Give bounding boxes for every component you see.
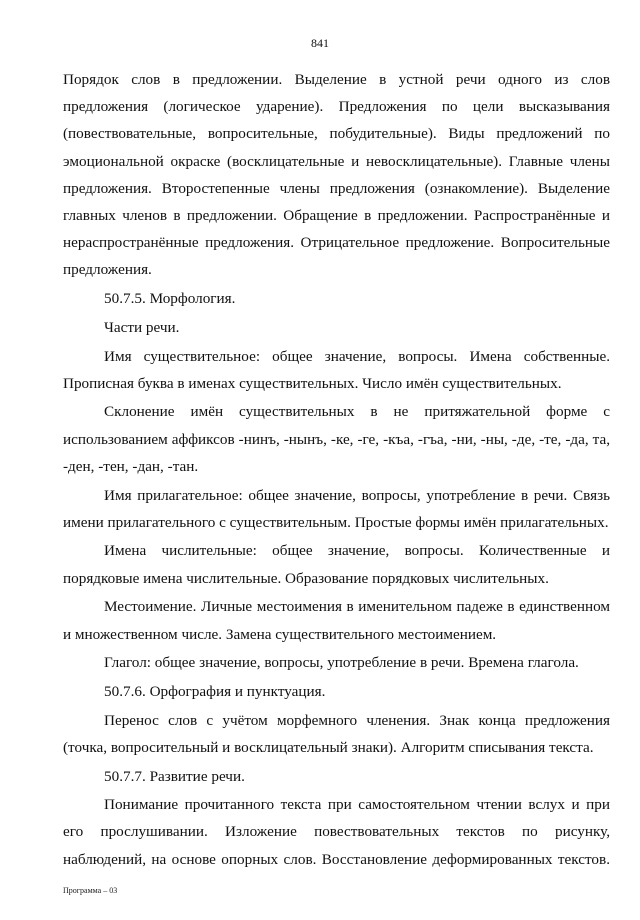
paragraph-verb: Глагол: общее значение, вопросы, употребление в речи. Времена глагола. (104, 654, 579, 672)
paragraph-noun-declension: Склонение имён существительных в не притяжательной форме с использованием аффиксов -нинъ, -нынъ, -ке, -ге, -къа, -гъа, -ни, -ны, -де, -те, -да, та, -ден, -тен, -дан, -тан. (63, 403, 610, 475)
paragraph-pronoun: Местоимение. Личные местоимения в именительном падеже в единственном и множественном числе. Замена существительного местоимением. (63, 598, 610, 643)
subheading-parts-of-speech: Части речи. (104, 318, 180, 336)
section-heading-morphology: 50.7.5. Морфология. (104, 290, 236, 308)
paragraph-adjective: Имя прилагательное: общее значение, вопросы, употребление в речи. Связь имени прилагательного с существительным. Простые формы имён прилагательных. (63, 486, 610, 531)
section-heading-orthography: 50.7.6. Орфография и пунктуация. (104, 682, 326, 700)
paragraph-sentence-syntax: Порядок слов в предложении. Выделение в устной речи одного из слов предложения (логическое ударение). Предложения по цели высказывания (повествовательные, вопросительные, побудительные). Виды предложений по эмоциональной окраске (восклицательные и невосклицательные). Главные члены предложения. Второстепенные члены предложения (ознакомление). Выделение главных членов в предложении. Обращение в предложении. Распространённые и нераспространённые предложения. Отрицательное предложение. Вопросительные предложения. (63, 71, 610, 279)
paragraph-word-transfer: Перенос слов с учётом морфемного членения. Знак конца предложения (точка, вопросительный и восклицательный знаки). Алгоритм списывания текста. (63, 711, 610, 756)
paragraph-numeral: Имена числительные: общее значение, вопросы. Количественные и порядковые имена числительные. Образование порядковых числительных. (63, 542, 610, 587)
paragraph-noun: Имя существительное: общее значение, вопросы. Имена собственные. Прописная буква в именах существительных. Число имён существительных. (63, 347, 610, 392)
paragraph-text-comprehension: Понимание прочитанного текста при самостоятельном чтении вслух и при его прослушивании. Изложение повествовательных текстов по рисунку, наблюдений, на основе опорных слов. Восстановление деформированных текстов. (63, 796, 610, 868)
section-heading-speech-development: 50.7.7. Развитие речи. (104, 767, 245, 785)
page-footer: Программа – 03 (63, 886, 118, 895)
page-number: 841 (311, 36, 329, 50)
document-body (63, 66, 610, 873)
